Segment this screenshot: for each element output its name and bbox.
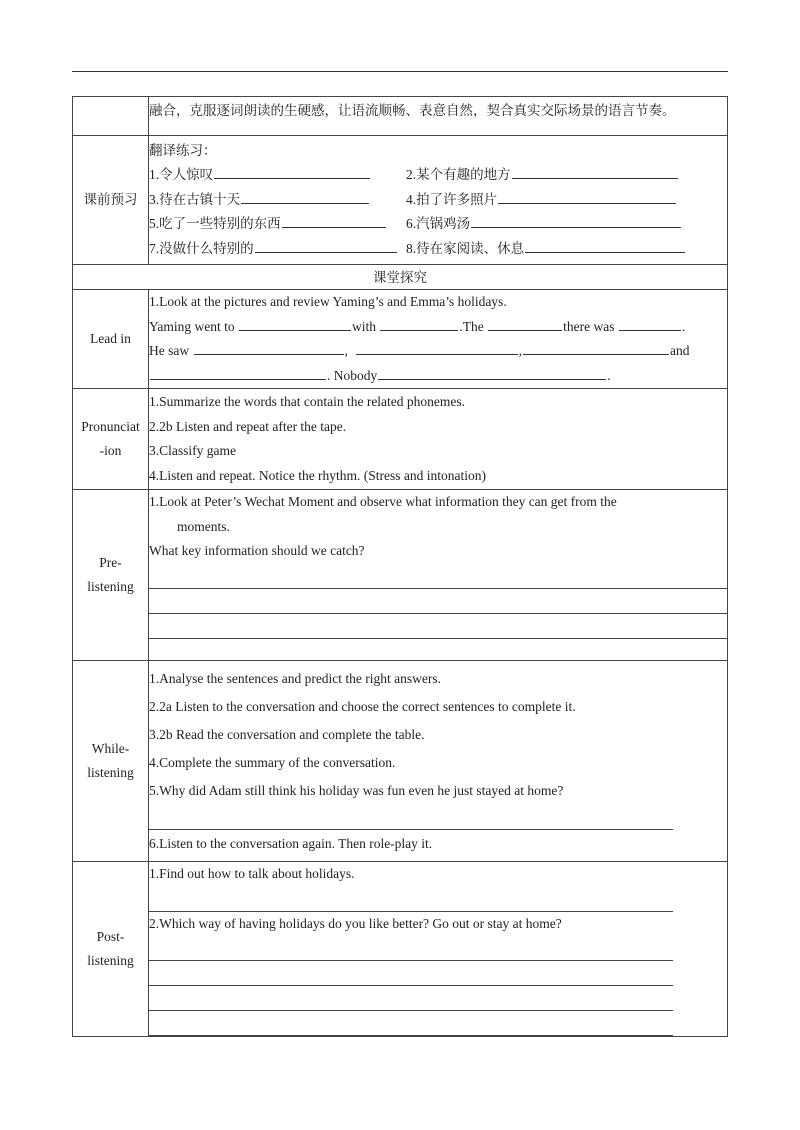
- post-listening-row: [73, 862, 728, 1037]
- lead-in-label: Lead in: [73, 290, 149, 389]
- pronunciation-label: Pronunciat -ion: [73, 389, 149, 490]
- preview-heading: 翻译练习：: [149, 142, 217, 158]
- preview-item-6: 6.汽锅鸡汤: [406, 212, 727, 237]
- post-listening-label: Post- listening: [73, 862, 149, 1037]
- pre-listening-label: Pre- listening: [73, 490, 149, 661]
- while-listening-item-3: 3.2b Read the conversation and complete the table.: [149, 726, 425, 742]
- pre-listening-item-1-cont: moments.: [177, 518, 230, 534]
- while-listening-item-1: 1.Analyse the sentences and predict the right answers.: [149, 670, 442, 686]
- pronunciation-row: [73, 389, 728, 490]
- lead-in-line-3: He saw , , and: [149, 339, 727, 364]
- pre-listening-row: [73, 490, 728, 661]
- answer-blank[interactable]: [194, 340, 344, 355]
- pronunciation-cell: [149, 389, 728, 490]
- pronunciation-item-4: 4.Listen and repeat. Notice the rhythm. (Stress and intonation): [149, 467, 487, 483]
- answer-line[interactable]: [149, 564, 727, 589]
- post-listening-item-2: 2.Which way of having holidays do you like better? Go out or stay at home?: [149, 915, 562, 931]
- answer-blank[interactable]: [525, 238, 685, 253]
- pre-listening-item-1: 1.Look at Peter’s Wechat Moment and observe what information they can get from the: [149, 494, 617, 509]
- pre-listening-question: What key information should we catch?: [149, 543, 365, 558]
- while-listening-label: While- listening: [73, 661, 149, 862]
- preview-label: 课前预习: [73, 136, 149, 265]
- intro-cell: [149, 97, 728, 136]
- answer-line[interactable]: [149, 805, 673, 830]
- answer-line[interactable]: [149, 589, 727, 614]
- post-listening-cell: [149, 862, 728, 1037]
- lead-in-line-1: 1.Look at the pictures and review Yaming’s and Emma’s holidays.: [149, 294, 507, 309]
- answer-blank[interactable]: [214, 164, 370, 179]
- pronunciation-item-1: 1.Summarize the words that contain the related phonemes.: [149, 394, 466, 409]
- preview-item-3: 3.待在古镇十天: [149, 188, 406, 213]
- while-listening-cell: [149, 661, 728, 862]
- answer-line[interactable]: [149, 614, 727, 639]
- intro-row: [73, 97, 728, 136]
- preview-items: [149, 163, 727, 261]
- while-listening-item-6: 6.Listen to the conversation again. Then role-play it.: [149, 835, 433, 851]
- answer-blank[interactable]: [356, 340, 518, 355]
- preview-item-7: 7.没做什么特别的: [149, 237, 406, 262]
- while-listening-item-2: 2.2a Listen to the conversation and choose the correct sentences to complete it.: [149, 698, 576, 714]
- intro-text: 融合，克服逐词朗读的生硬感，让语流顺畅、表意自然，契合真实交际场景的语言节奏。: [149, 103, 676, 118]
- answer-blank[interactable]: [380, 316, 458, 331]
- answer-blank[interactable]: [255, 238, 397, 253]
- answer-blank[interactable]: [282, 213, 386, 228]
- answer-blank[interactable]: [619, 316, 681, 331]
- lead-in-line-4: . Nobody .: [149, 364, 727, 389]
- post-listening-item-1: 1.Find out how to talk about holidays.: [149, 866, 355, 881]
- answer-blank[interactable]: [488, 316, 562, 331]
- answer-blank[interactable]: [512, 164, 678, 179]
- preview-item-8: 8.待在家阅读、休息: [406, 237, 727, 262]
- pre-listening-cell: [149, 490, 728, 661]
- answer-blank[interactable]: [239, 316, 351, 331]
- preview-item-1: 1.令人惊叹: [149, 163, 406, 188]
- lead-in-line-2: Yaming went to with .The there was .: [149, 315, 727, 340]
- answer-blank[interactable]: [241, 189, 369, 204]
- classroom-title: 课堂探究: [73, 265, 728, 290]
- intro-label-cell: [73, 97, 149, 136]
- preview-cell: [149, 136, 728, 265]
- answer-line[interactable]: [149, 936, 673, 961]
- answer-line[interactable]: [149, 1011, 673, 1036]
- answer-blank[interactable]: [471, 213, 681, 228]
- header-rule: [72, 71, 728, 72]
- preview-item-5: 5.吃了一些特别的东西: [149, 212, 406, 237]
- while-listening-row: [73, 661, 728, 862]
- preview-row: [73, 136, 728, 265]
- lesson-plan-table: [72, 96, 728, 1037]
- answer-blank[interactable]: [523, 340, 669, 355]
- while-listening-item-5: 5.Why did Adam still think his holiday was fun even he just stayed at home?: [149, 782, 564, 798]
- lead-in-cell: [149, 290, 728, 389]
- answer-line[interactable]: [149, 986, 673, 1011]
- preview-item-2: 2.某个有趣的地方: [406, 163, 727, 188]
- classroom-title-row: [73, 265, 728, 290]
- answer-blank[interactable]: [150, 365, 326, 380]
- pronunciation-item-3: 3.Classify game: [149, 443, 236, 458]
- while-listening-item-4: 4.Complete the summary of the conversation.: [149, 754, 396, 770]
- lead-in-row: [73, 290, 728, 389]
- answer-line[interactable]: [149, 887, 673, 912]
- answer-line[interactable]: [149, 961, 673, 986]
- preview-item-4: 4.拍了许多照片: [406, 188, 727, 213]
- answer-blank[interactable]: [378, 365, 606, 380]
- answer-blank[interactable]: [498, 189, 676, 204]
- pronunciation-item-2: 2.2b Listen and repeat after the tape.: [149, 418, 347, 434]
